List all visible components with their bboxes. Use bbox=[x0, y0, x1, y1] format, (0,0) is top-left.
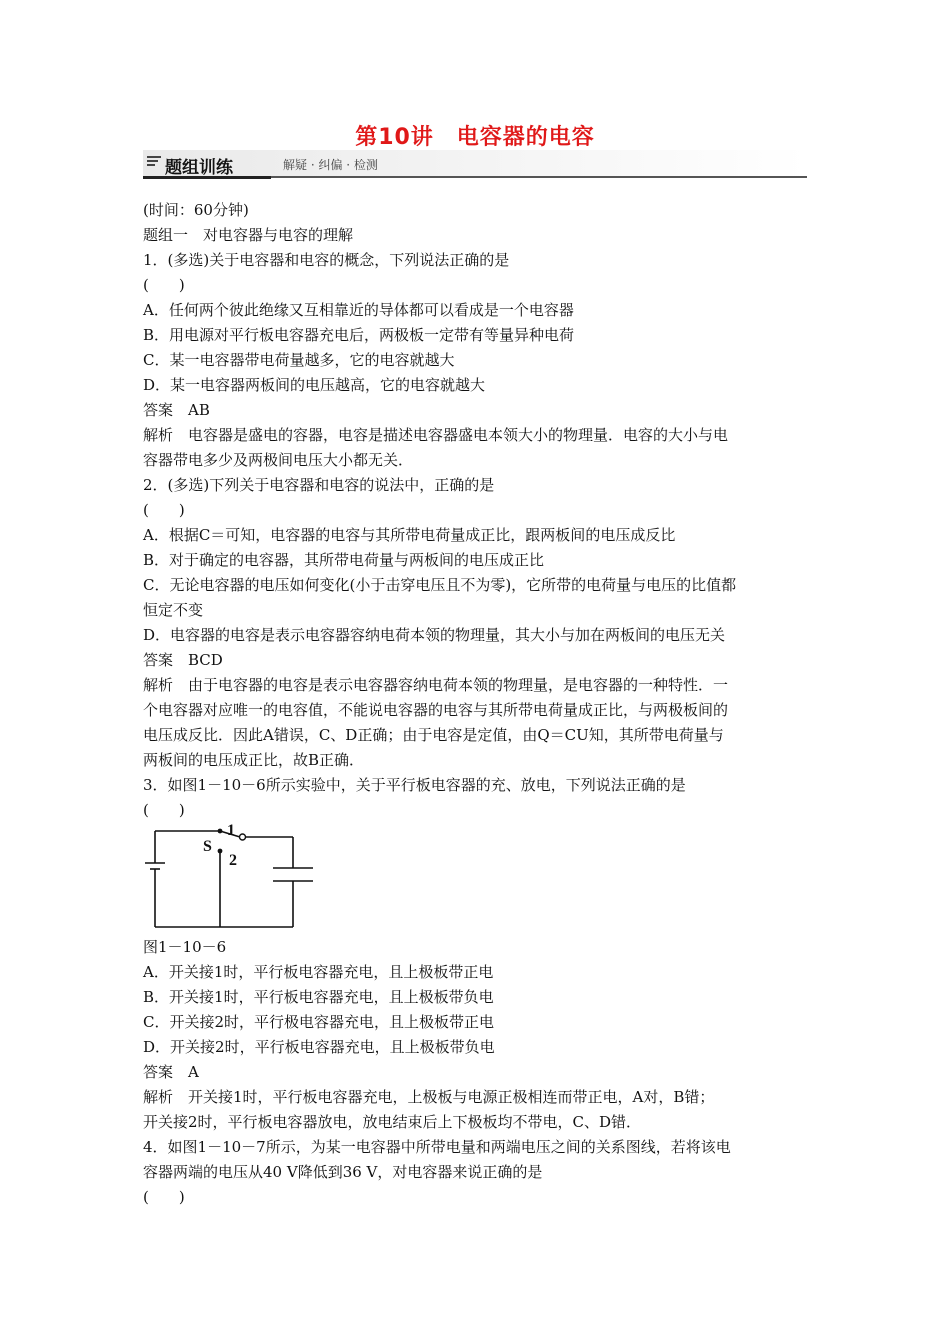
answer-blank: ( ) bbox=[143, 801, 185, 819]
section-banner bbox=[143, 150, 807, 178]
time-limit: (时间：60分钟) bbox=[143, 201, 249, 219]
option-d: D．电容器的电容是表示电容器容纳电荷本领的物理量，其大小与加在两板间的电压无关 bbox=[143, 626, 726, 644]
option-c: C．某一电容器带电荷量越多，它的电容就越大 bbox=[143, 351, 455, 369]
answer-blank: ( ) bbox=[143, 1188, 185, 1206]
explanation: 开关接2时，平行板电容器放电，放电结束后上下极板均不带电，C、D错． bbox=[143, 1113, 642, 1131]
circuit-diagram bbox=[143, 823, 313, 933]
option-c: C．开关接2时，平行极电容器充电，且上极板带正电 bbox=[143, 1013, 495, 1031]
option-a: A．开关接1时，平行板电容器充电，且上极板带正电 bbox=[143, 963, 494, 981]
terminal-1-label: 1 bbox=[227, 823, 235, 839]
question-3: 3．如图1－10－6所示实验中，关于平行板电容器的充、放电，下列说法正确的是 bbox=[143, 776, 686, 794]
explanation: 解析 开关接1时，平行板电容器充电，上极板与电源正极相连而带正电，A对，B错； bbox=[143, 1088, 715, 1106]
answer: 答案 A bbox=[143, 1063, 199, 1081]
answer: 答案 AB bbox=[143, 401, 210, 419]
banner-subtitle: 解疑 · 纠偏 · 检测 bbox=[283, 158, 378, 172]
explanation: 个电容器对应唯一的电容值，不能说电容器的电容与其所带电荷量成正比，与两极板间的 bbox=[143, 701, 729, 719]
terminal-2-label: 2 bbox=[229, 852, 237, 869]
explanation: 两板间的电压成正比，故B正确． bbox=[143, 751, 365, 769]
option-c: 恒定不变 bbox=[143, 601, 204, 619]
option-b: B．开关接1时，平行板电容器充电，且上极板带负电 bbox=[143, 988, 494, 1006]
exercise-content bbox=[143, 198, 811, 1210]
banner-tag-text: 题组训练 bbox=[165, 158, 233, 178]
option-d: D．开关接2时，平行板电容器充电，且上极板带负电 bbox=[143, 1038, 495, 1056]
explanation: 容器带电多少及两极间电压大小都无关． bbox=[143, 451, 414, 469]
page-title: 第10讲 电容器的电容 bbox=[355, 125, 595, 150]
question-2: 2．(多选)下列关于电容器和电容的说法中，正确的是 bbox=[143, 476, 495, 494]
question-1: 1．(多选)关于电容器和电容的概念，下列说法正确的是 bbox=[143, 251, 510, 269]
option-a: A．根据C＝可知，电容器的电容与其所带电荷量成正比，跟两板间的电压成反比 bbox=[143, 526, 676, 544]
option-d: D．某一电容器两板间的电压越高，它的电容就越大 bbox=[143, 376, 486, 394]
answer-blank: ( ) bbox=[143, 276, 185, 294]
switch-label: S bbox=[203, 838, 212, 855]
option-b: B．对于确定的电容器，其所带电荷量与两板间的电压成正比 bbox=[143, 551, 545, 569]
stripes-icon bbox=[147, 156, 161, 168]
explanation: 电压成反比．因此A错误，C、D正确；由于电容是定值，由Q＝CU知，其所带电荷量与 bbox=[143, 726, 724, 744]
explanation: 解析 电容器是盛电的容器，电容是描述电容器盛电本领大小的物理量．电容的大小与电 bbox=[143, 426, 729, 444]
answer-blank: ( ) bbox=[143, 501, 185, 519]
question-4: 4．如图1－10－7所示，为某一电容器中所带电量和两端电压之间的关系图线，若将该电 bbox=[143, 1138, 731, 1156]
answer: 答案 BCD bbox=[143, 651, 223, 669]
option-a: A．任何两个彼此绝缘又互相靠近的导体都可以看成是一个电容器 bbox=[143, 301, 574, 319]
explanation: 解析 由于电容器的电容是表示电容器容纳电荷本领的物理量，是电容器的一种特性．一 bbox=[143, 676, 729, 694]
terminal-1 bbox=[240, 834, 246, 840]
option-c: C．无论电容器的电压如何变化(小于击穿电压且不为零)，它所带的电荷量与电压的比值都 bbox=[143, 576, 737, 594]
banner-tag bbox=[143, 150, 271, 179]
option-b: B．用电源对平行板电容器充电后，两极板一定带有等量异种电荷 bbox=[143, 326, 575, 344]
question-4: 容器两端的电压从40 V降低到36 V，对电容器来说正确的是 bbox=[143, 1163, 543, 1181]
group-heading: 题组一 对电容器与电容的理解 bbox=[143, 226, 354, 244]
switch-pivot bbox=[218, 829, 223, 834]
terminal-2 bbox=[218, 849, 223, 854]
figure-caption: 图1－10－6 bbox=[143, 938, 227, 956]
